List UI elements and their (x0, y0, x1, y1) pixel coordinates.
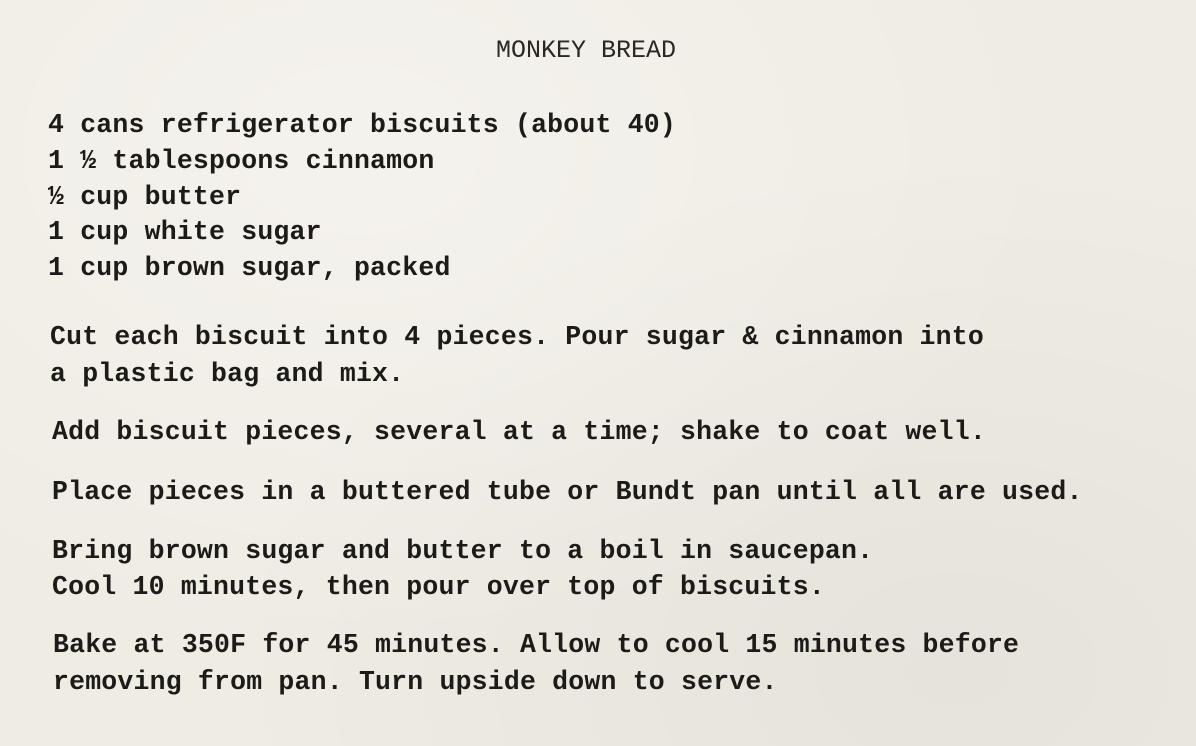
ingredient-line-1: 4 cans refrigerator biscuits (about 40) (48, 110, 677, 140)
step-3-line-1: Place pieces in a buttered tube or Bundt pan until all are used. (52, 477, 1083, 507)
step-1-line-1: Cut each biscuit into 4 pieces. Pour sugar & cinnamon into (50, 322, 984, 352)
step-1-line-2: a plastic bag and mix. (50, 359, 405, 389)
ingredient-line-2: 1 ½ tablespoons cinnamon (48, 146, 435, 176)
recipe-title: MONKEY BREAD (495, 36, 677, 65)
ingredient-line-4: 1 cup white sugar (48, 217, 322, 247)
step-5-line-2: removing from pan. Turn upside down to serve. (53, 667, 778, 697)
step-4-line-2: Cool 10 minutes, then pour over top of biscuits. (52, 572, 825, 602)
step-4-line-1: Bring brown sugar and butter to a boil in saucepan. (52, 536, 874, 566)
step-2-line-1: Add biscuit pieces, several at a time; shake to coat well. (52, 417, 986, 447)
ingredient-line-3: ½ cup butter (48, 182, 242, 212)
ingredient-line-5: 1 cup brown sugar, packed (48, 253, 451, 283)
step-5-line-1: Bake at 350F for 45 minutes. Allow to cool 15 minutes before (53, 630, 1020, 660)
